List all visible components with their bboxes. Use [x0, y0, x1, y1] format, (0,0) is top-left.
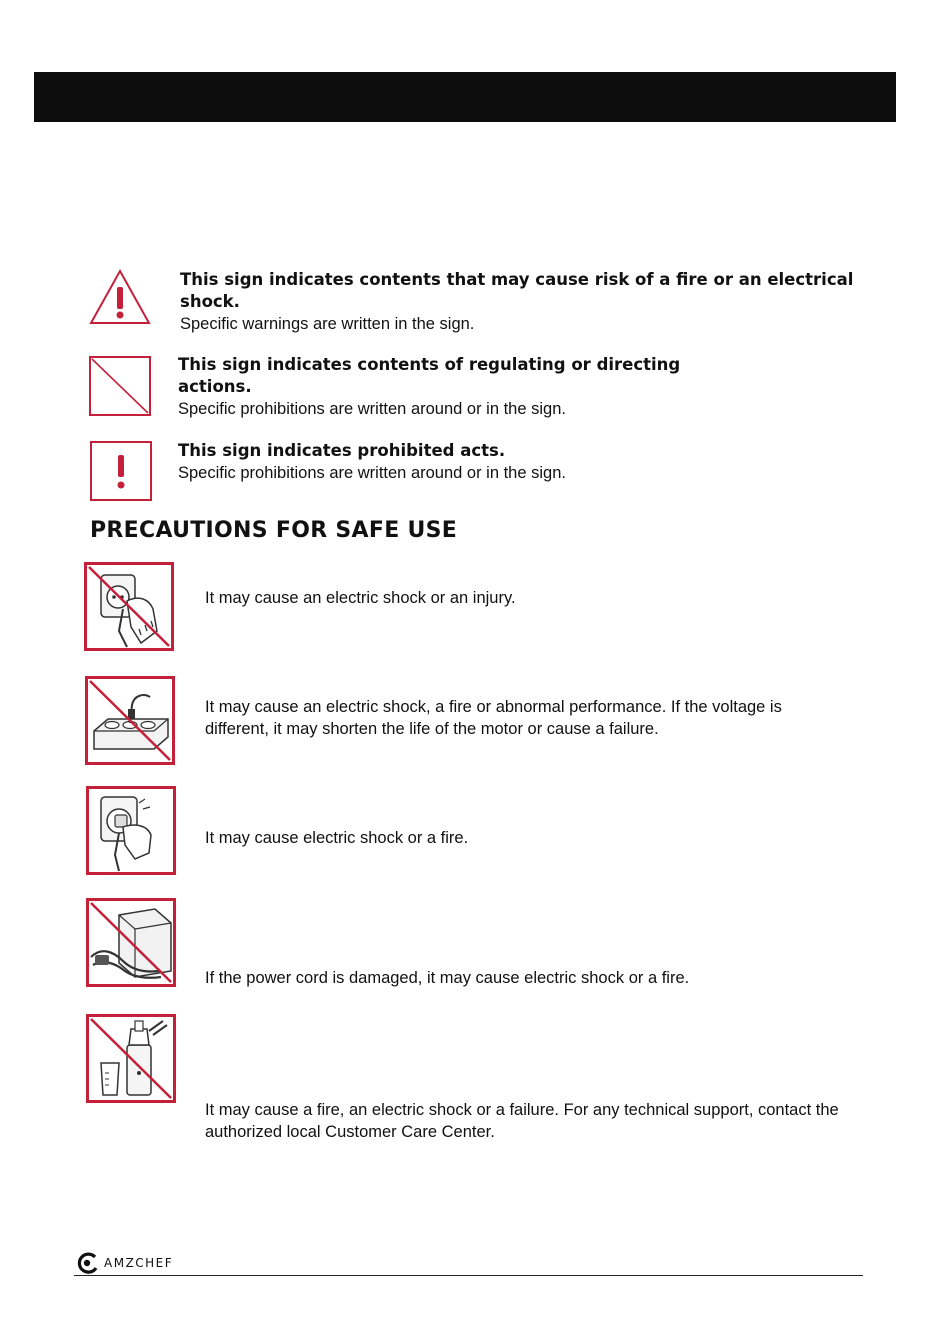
- prohibition-box-icon: [89, 356, 151, 416]
- sign-legend-1: [180, 269, 860, 335]
- no-power-strip-icon: [85, 676, 175, 765]
- no-disassembly-icon: [86, 1014, 176, 1103]
- amzchef-logo-icon: [76, 1252, 100, 1274]
- sign-title: This sign indicates prohibited acts.: [178, 441, 506, 460]
- sign-title: This sign indicates contents that may cause risk of a fire or an electrical shock.: [180, 270, 854, 311]
- precaution-text-3: It may cause electric shock or a fire.: [205, 829, 469, 847]
- plug-fully-inserted-icon: [86, 786, 176, 875]
- warning-triangle-icon: [88, 268, 152, 326]
- footer-divider: [74, 1275, 863, 1276]
- sign-description: Specific warnings are written in the sign.: [180, 315, 475, 333]
- no-crushed-cord-icon: [86, 898, 176, 987]
- section-title: PRECAUTIONS FOR SAFE USE: [90, 518, 458, 543]
- exclamation-box-icon: [90, 441, 152, 501]
- sign-legend-3: [178, 440, 858, 484]
- sign-legend-2: [178, 354, 738, 420]
- precaution-text-2: It may cause an electric shock, a fire or abnormal performance. If the voltage is different, it may shorten the life of the motor or cause a failure.: [205, 698, 782, 738]
- header-bar: [34, 72, 896, 122]
- sign-description: Specific prohibitions are written around or in the sign.: [178, 464, 566, 482]
- no-wet-hands-plug-icon: [84, 562, 174, 651]
- sign-title: This sign indicates contents of regulating or directing actions.: [178, 355, 681, 396]
- precaution-text-4: If the power cord is damaged, it may cause electric shock or a fire.: [205, 969, 690, 987]
- precaution-text-5: It may cause a fire, an electric shock or a failure. For any technical support, contact the authorized local Customer Care Center.: [205, 1101, 839, 1141]
- precaution-text-1: It may cause an electric shock or an injury.: [205, 589, 516, 607]
- brand-name: AMZCHEF: [104, 1256, 174, 1270]
- sign-description: Specific prohibitions are written around or in the sign.: [178, 400, 566, 418]
